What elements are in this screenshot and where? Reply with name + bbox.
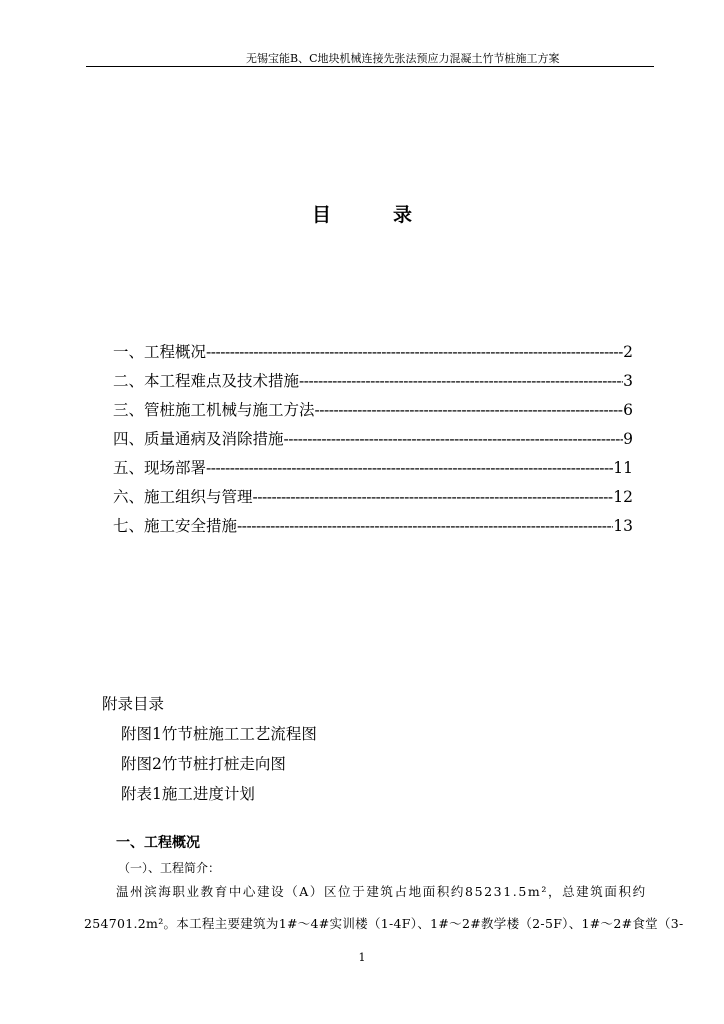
page-header xyxy=(86,48,654,67)
appendix-heading: 附录目录 xyxy=(102,695,165,713)
appendix-list xyxy=(102,692,317,812)
toc-item-page: 2 xyxy=(623,343,633,361)
toc-item-page: 6 xyxy=(623,401,633,419)
section-heading: 一、工程概况 xyxy=(116,835,200,851)
toc-leader xyxy=(237,517,613,535)
toc-list xyxy=(113,340,633,543)
toc-item[interactable] xyxy=(113,340,633,369)
toc-item-label: 五、现场部署 xyxy=(113,459,207,477)
toc-title-part1: 目 xyxy=(311,204,331,226)
toc-item-page: 11 xyxy=(613,459,633,477)
toc-item-label: 六、施工组织与管理 xyxy=(113,488,253,506)
toc-item-page: 13 xyxy=(613,517,633,535)
toc-item-page: 12 xyxy=(613,488,633,506)
toc-item-label: 七、施工安全措施 xyxy=(113,517,238,535)
appendix-entry[interactable]: 附图1竹节桩施工工艺流程图 xyxy=(121,725,317,743)
toc-item-page: 9 xyxy=(623,430,633,448)
header-title: 无锡宝能B、C地块机械连接先张法预应力混凝土竹节桩施工方案 xyxy=(246,52,560,65)
toc-title xyxy=(0,200,724,227)
toc-item[interactable] xyxy=(113,514,633,543)
toc-item[interactable] xyxy=(113,398,633,427)
toc-leader xyxy=(206,343,623,361)
toc-item[interactable] xyxy=(113,427,633,456)
toc-item-label: 二、本工程难点及技术措施 xyxy=(113,372,300,390)
toc-item-label: 一、工程概况 xyxy=(113,343,207,361)
toc-title-part2: 录 xyxy=(393,204,413,226)
toc-item[interactable] xyxy=(113,485,633,514)
toc-leader xyxy=(299,372,623,390)
toc-item[interactable] xyxy=(113,456,633,485)
subsection-heading: （一）、工程简介： xyxy=(118,861,221,875)
toc-item[interactable] xyxy=(113,369,633,398)
appendix-entry[interactable]: 附图2竹节桩打桩走向图 xyxy=(121,755,286,773)
toc-leader xyxy=(315,401,624,419)
toc-leader xyxy=(206,459,613,477)
paragraph-line: 温州滨海职业教育中心建设（A）区位于建筑占地面积约85231.5m²，总建筑面积约 xyxy=(116,884,647,899)
toc-item-page: 3 xyxy=(623,372,633,390)
toc-leader xyxy=(284,430,624,448)
page-number: 1 xyxy=(358,951,366,964)
toc-leader xyxy=(253,488,614,506)
paragraph-line: 254701.2m²。本工程主要建筑为1#～4#实训楼（1-4F）、1#～2#教学楼（2-5F）、1#～2#食堂（3- xyxy=(84,916,684,931)
toc-item-label: 三、管桩施工机械与施工方法 xyxy=(113,401,315,419)
appendix-entry[interactable]: 附表1施工进度计划 xyxy=(121,785,255,803)
toc-item-label: 四、质量通病及消除措施 xyxy=(113,430,284,448)
section-project-overview xyxy=(116,830,220,880)
